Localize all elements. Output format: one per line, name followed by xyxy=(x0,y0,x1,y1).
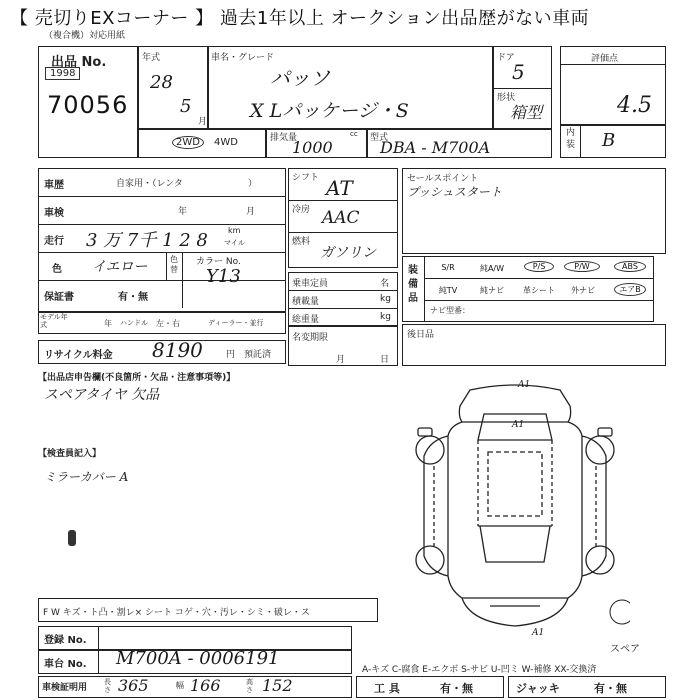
sales-point-label: セールスポイント xyxy=(407,174,479,184)
repaint-label: 色替 xyxy=(170,255,178,274)
sales-point-value: プッシュスタート xyxy=(407,185,502,199)
year-label: 年式 xyxy=(142,53,161,63)
equipment-label: 装備品 xyxy=(408,265,418,304)
dealer-options: ディーラー・並行 xyxy=(208,319,264,327)
color-code-label: カラー No. xyxy=(196,257,241,267)
displacement-unit: cc xyxy=(350,130,358,138)
seller-notes-label: 【出品店申告欄(不良箇所・欠品・注意事項等)】 xyxy=(38,373,236,383)
weight-label: 総重量 xyxy=(292,315,320,325)
equip-alloy: 純A/W xyxy=(479,264,505,273)
history-options: 自家用・（レンタ xyxy=(116,179,183,189)
handle-options: 左・右 xyxy=(156,319,180,328)
doors-value: 5 xyxy=(512,60,525,84)
mileage-label: 走行 xyxy=(44,236,64,247)
handle-label: ハンドル xyxy=(120,319,148,327)
shaken-year: 年 xyxy=(178,207,188,217)
aircon-label: 冷房 xyxy=(292,205,311,215)
recycle-note: 預託済 xyxy=(244,350,272,360)
shift-label: シフト xyxy=(292,173,320,183)
color-label: 色 xyxy=(52,264,62,275)
change-date-label: 名変期限 xyxy=(292,333,329,343)
sales-point-box xyxy=(402,168,666,254)
change-date-day: 日 xyxy=(380,355,390,365)
jack-value: 有・無 xyxy=(594,682,627,695)
mileage-unit-km: km xyxy=(228,226,241,235)
sheet-subheader: （複合機）対応用紙 xyxy=(44,31,126,41)
recycle-value: 8190 xyxy=(152,338,203,362)
height-label: 高さ xyxy=(246,678,253,694)
lot-sub: 1998 xyxy=(45,67,80,80)
length-label: 長さ xyxy=(104,678,111,694)
displacement-label: 排気量 xyxy=(270,133,298,143)
displacement-value: 1000 xyxy=(292,138,333,157)
width-label: 幅 xyxy=(176,681,184,690)
equip-leather: 革シート xyxy=(523,286,555,295)
change-date-month: 月 xyxy=(336,355,346,365)
drive-2wd: 2WD xyxy=(172,136,204,149)
width-value: 166 xyxy=(190,676,221,695)
equip-abs: ABS xyxy=(614,261,646,272)
equip-airbag: エアB xyxy=(614,283,646,296)
year-value: 28 xyxy=(150,72,173,93)
spare-label: スペア xyxy=(610,644,640,655)
equip-ext-navi: 外ナビ xyxy=(571,286,595,295)
dimensions-label: 車検証明用 xyxy=(42,683,88,693)
model-grade: X Lパッケージ・S xyxy=(250,100,409,122)
shaken-label: 車検 xyxy=(44,208,64,219)
capacity-unit: 名 xyxy=(380,279,390,289)
model-name: パッソ xyxy=(270,66,330,90)
length-value: 365 xyxy=(118,676,149,695)
load-unit: kg xyxy=(380,294,391,304)
height-value: 152 xyxy=(262,676,293,695)
defect-legend-row xyxy=(38,598,378,622)
mark-front: A1 xyxy=(518,380,531,390)
page-title: 【 売切りEXコーナー 】 過去1年以上 オークション出品歴がない車両 xyxy=(10,8,590,29)
tools-label: 工 具 xyxy=(374,682,400,695)
score-label: 評価点 xyxy=(591,54,619,64)
warranty-label: 保証書 xyxy=(44,292,74,303)
legend-text: A-キズ C-腐食 E-エクボ S-サビ U-凹ミ W-補修 XX-交換済 xyxy=(362,665,597,675)
car-diagram xyxy=(400,376,630,644)
score-value: 4.5 xyxy=(617,93,652,118)
seller-notes-value: スペアタイヤ 欠品 xyxy=(44,387,160,403)
chassis-label: 車台 No. xyxy=(44,659,87,670)
doors-label: ドア xyxy=(497,53,515,63)
drive-4wd: 4WD xyxy=(214,137,238,148)
model-year-label: モデル年式 xyxy=(40,313,68,329)
ink-blot xyxy=(68,530,76,546)
month-unit: 月 xyxy=(198,117,208,127)
interior-value: B xyxy=(602,130,616,151)
history-suffix: ） xyxy=(248,179,258,189)
recycle-label: リサイクル料金 xyxy=(44,350,113,361)
color-value: イエロー xyxy=(92,259,148,275)
shape-label: 形状 xyxy=(497,93,516,103)
inspector-value: ミラーカバー A xyxy=(44,470,129,484)
color-code: Y13 xyxy=(206,266,241,287)
warranty-value: 有・無 xyxy=(118,292,148,303)
lot-box xyxy=(38,46,138,158)
mark-rear: A1 xyxy=(532,628,545,638)
model-label: 車名・グレード xyxy=(211,53,275,63)
shaken-month: 月 xyxy=(246,207,256,217)
equip-tv: 純TV xyxy=(438,286,458,295)
shift-value: AT xyxy=(326,176,353,200)
pos-box xyxy=(402,324,666,366)
defect-legend: F W キズ・ト凸・割レ× シート コゲ・穴・汚レ・シミ・破レ・ス xyxy=(43,608,310,618)
chassis-value: M700A - 0006191 xyxy=(116,648,280,669)
lot-number: 70056 xyxy=(47,91,129,119)
equip-ps: P/S xyxy=(524,261,554,272)
type-value: DBA - M700A xyxy=(380,138,491,157)
type-label: 型式 xyxy=(370,133,389,143)
fuel-value: ガソリン xyxy=(320,245,376,261)
mileage-unit-mile: マイル xyxy=(224,239,245,247)
mark-roof: A1 xyxy=(512,420,525,430)
month-value: 5 xyxy=(180,96,192,117)
registration-label: 登録 No. xyxy=(44,635,87,646)
jack-label: ジャッキ xyxy=(516,682,560,695)
history-label: 車歴 xyxy=(44,180,64,191)
mileage-value: 3 万 7千 1 2 8 xyxy=(86,230,208,251)
equip-navi: 純ナビ xyxy=(480,286,504,295)
interior-label: 内装 xyxy=(566,128,576,150)
aircon-value: AAC xyxy=(322,208,360,228)
inspector-label: 【検査員記入】 xyxy=(38,449,102,459)
capacity-label: 乗車定員 xyxy=(292,279,329,289)
equip-pw: P/W xyxy=(564,261,600,272)
recycle-unit: 円 xyxy=(226,350,236,360)
model-year-year: 年 xyxy=(104,319,112,328)
tools-value: 有・無 xyxy=(440,682,473,695)
lot-label: 出品 No. xyxy=(51,55,107,70)
load-label: 積載量 xyxy=(292,297,320,307)
pos-label: 後日品 xyxy=(407,330,435,340)
nav-model-label: ナビ型番： xyxy=(430,306,470,315)
weight-unit: kg xyxy=(380,312,391,322)
equip-sr: S/R xyxy=(441,263,455,272)
shape-value: 箱型 xyxy=(510,103,543,122)
fuel-label: 燃料 xyxy=(292,237,311,247)
